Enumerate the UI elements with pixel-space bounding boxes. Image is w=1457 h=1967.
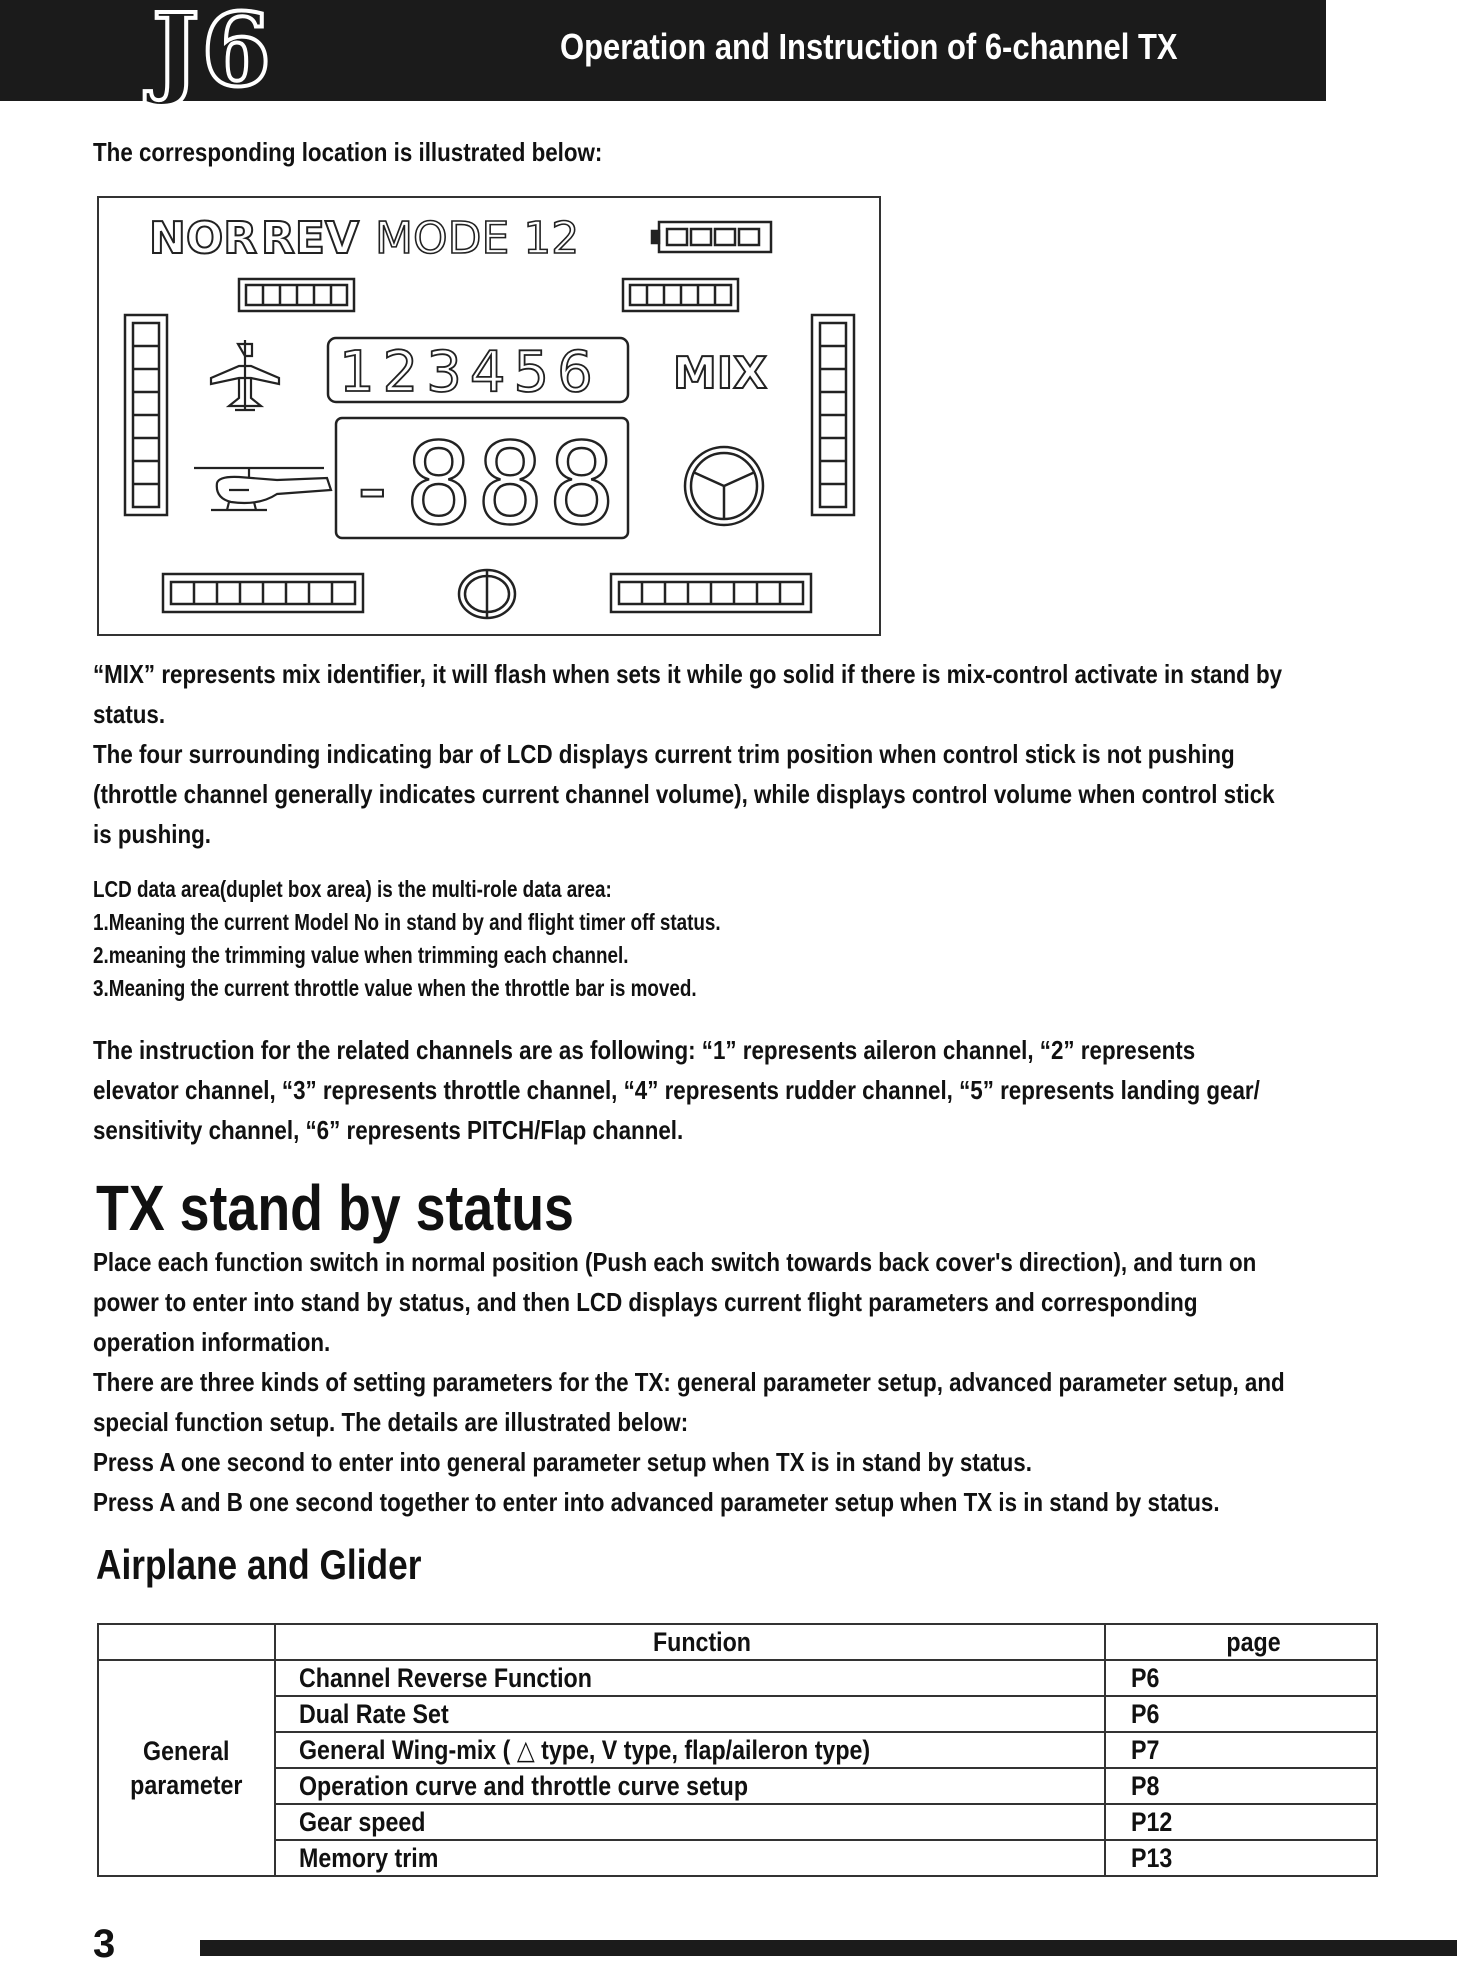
trim-description-line-1: The four surrounding indicating bar of LCD displays current trim position when control stick is not pushing — [93, 739, 1235, 769]
left-vertical-trim-bar — [125, 315, 167, 515]
page-cell: P8 — [1105, 1768, 1377, 1804]
lcd-data-heading: LCD data area(duplet box area) is the multi-role data area: — [93, 876, 612, 902]
digit-readout: 888 — [405, 420, 620, 550]
intro-text: The corresponding location is illustrated below: — [93, 137, 603, 167]
function-table — [97, 1623, 1378, 1877]
section-heading: Airplane and Glider — [96, 1541, 422, 1588]
page-cell: P13 — [1105, 1840, 1377, 1876]
mix-description-line-2: status. — [93, 699, 166, 729]
page-cell: P6 — [1105, 1660, 1377, 1696]
brand-logo: J6 — [152, 0, 273, 109]
left-top-trim-bar — [239, 279, 354, 311]
airplane-icon — [211, 340, 279, 410]
mix-description-line-1: “MIX” represents mix identifier, it will flash when sets it while go solid if there is mix-control activate in stand by — [93, 659, 1283, 689]
standby-heading: TX stand by status — [96, 1172, 574, 1244]
channels-line-3: sensitivity channel, “6” represents PITCH/Flap channel. — [93, 1115, 684, 1145]
lcd-data-item: 2.meaning the trimming value when trimming each channel. — [93, 942, 629, 968]
channels-line-2: elevator channel, “3” represents throttle channel, “4” represents rudder channel, “5” represents landing gear/ — [93, 1075, 1260, 1105]
right-bottom-trim-bar — [611, 574, 811, 612]
page-number: 3 — [93, 1922, 116, 1966]
throttle-icon — [459, 570, 515, 618]
function-cell: Dual Rate Set — [275, 1696, 1105, 1732]
battery-icon — [652, 222, 771, 252]
table-header-row — [98, 1624, 1377, 1660]
group-label-line-1: General — [143, 1736, 230, 1766]
table-row — [98, 1804, 1377, 1840]
function-cell: General Wing-mix ( △ type, V type, flap/aileron type) — [275, 1732, 1105, 1768]
table-header-page: page — [1105, 1624, 1377, 1660]
standby-line: Place each function switch in normal position (Push each switch towards back cover's direction), and turn on — [93, 1247, 1257, 1277]
standby-line: power to enter into stand by status, and then LCD displays current flight parameters and corresponding — [93, 1287, 1198, 1317]
rev-indicator: REV — [261, 213, 359, 264]
function-cell: Memory trim — [275, 1840, 1105, 1876]
function-cell: Operation curve and throttle curve setup — [275, 1768, 1105, 1804]
page-cell: P6 — [1105, 1696, 1377, 1732]
page-cell: P12 — [1105, 1804, 1377, 1840]
group-label-cell — [98, 1660, 275, 1876]
left-bottom-trim-bar — [163, 574, 363, 612]
group-label-line-2: parameter — [130, 1770, 243, 1800]
minus-sign: - — [347, 438, 398, 536]
table-row — [98, 1768, 1377, 1804]
function-cell: Gear speed — [275, 1804, 1105, 1840]
table-row — [98, 1732, 1377, 1768]
function-cell: Channel Reverse Function — [275, 1660, 1105, 1696]
page-cell: P7 — [1105, 1732, 1377, 1768]
page-title: Operation and Instruction of 6-channel TX — [560, 26, 1178, 67]
lcd-diagram — [97, 196, 881, 636]
table-header-cell — [98, 1624, 275, 1660]
right-vertical-trim-bar — [812, 315, 854, 515]
table-row — [98, 1840, 1377, 1876]
standby-line: There are three kinds of setting parameters for the TX: general parameter setup, advanced parameter setup, and — [93, 1367, 1285, 1397]
table-row — [98, 1696, 1377, 1732]
standby-line: operation information. — [93, 1327, 331, 1357]
mode-indicator: MODE 12 — [375, 213, 580, 264]
steering-wheel-icon — [685, 447, 763, 525]
trim-description-line-2: (throttle channel generally indicates current channel volume), while displays control volume when control stick — [93, 779, 1275, 809]
table-header-function: Function — [275, 1624, 1105, 1660]
lcd-data-item: 3.Meaning the current throttle value when the throttle bar is moved. — [93, 975, 697, 1001]
helicopter-icon — [194, 468, 331, 510]
trim-description-line-3: is pushing. — [93, 819, 212, 849]
table-row — [98, 1660, 1377, 1696]
standby-line: special function setup. The details are illustrated below: — [93, 1407, 689, 1437]
footer-bar — [200, 1940, 1457, 1956]
nor-indicator: NOR — [149, 213, 258, 264]
channels-line-1: The instruction for the related channels are as following: “1” represents aileron channel, “2” represents — [93, 1035, 1196, 1065]
channel-numbers: 123456 — [339, 340, 601, 405]
standby-line: Press A and B one second together to enter into advanced parameter setup when TX is in stand by status. — [93, 1487, 1220, 1517]
lcd-data-item: 1.Meaning the current Model No in stand by and flight timer off status. — [93, 909, 721, 935]
standby-line: Press A one second to enter into general parameter setup when TX is in stand by status. — [93, 1447, 1032, 1477]
mix-indicator: MIX — [673, 348, 768, 399]
right-top-trim-bar — [623, 279, 738, 311]
